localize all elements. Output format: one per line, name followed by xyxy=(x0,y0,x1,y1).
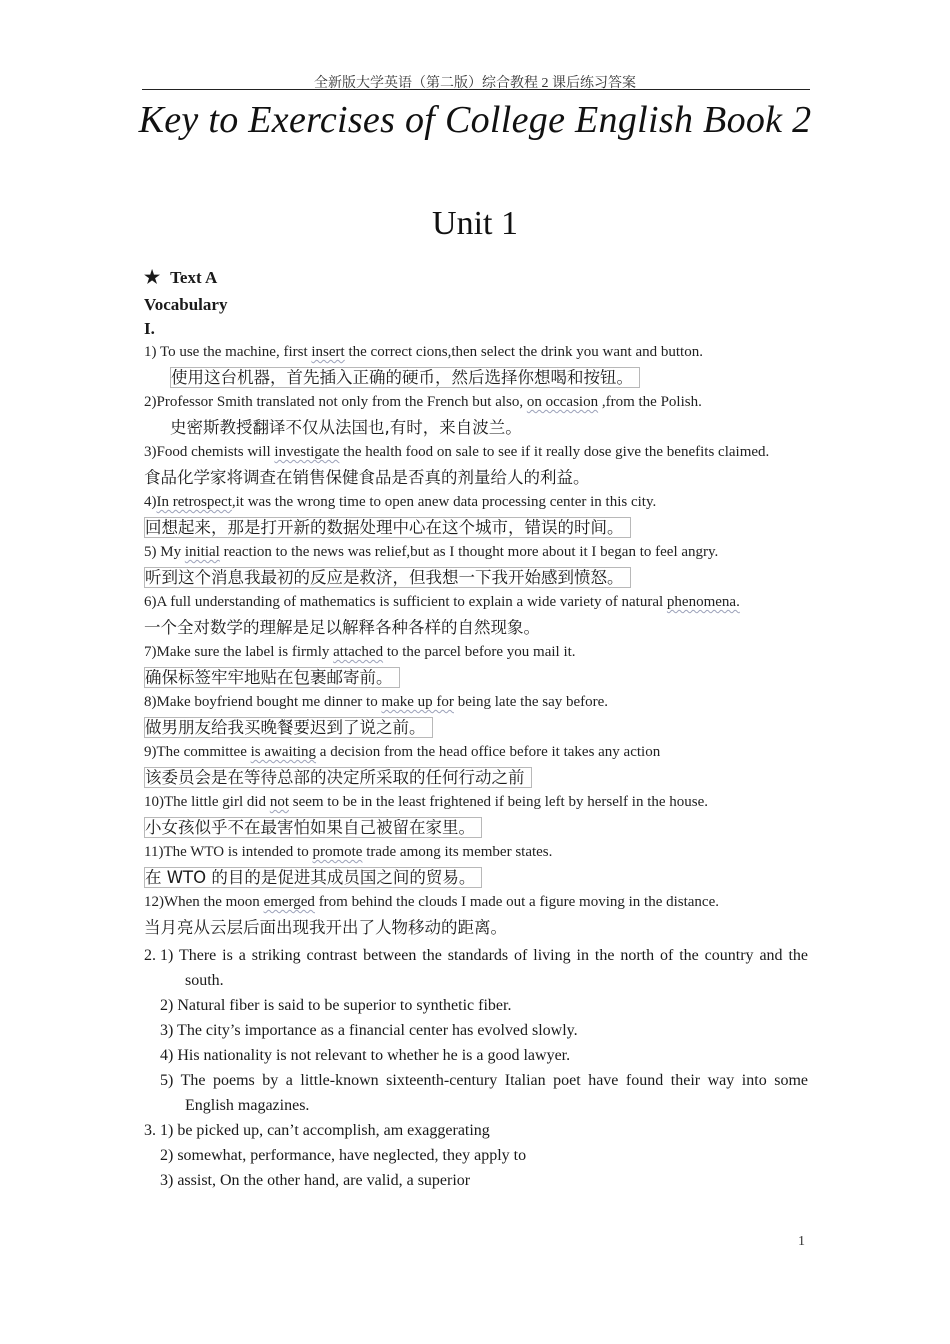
running-header: 全新版大学英语（第二版）综合教程 2 课后练习答案 xyxy=(314,76,636,91)
keyword: not xyxy=(269,794,289,810)
sentence-text: seem to be in the least frightened if being left by herself in the house. xyxy=(288,794,709,810)
keyword: make up for xyxy=(381,694,454,710)
sentence-text: the health food on sale to see if it really dose give the benefits claimed. xyxy=(339,444,770,460)
item-sentence xyxy=(144,640,808,665)
item-translation xyxy=(144,665,808,690)
item-translation xyxy=(144,415,808,440)
keyword: In retrospect xyxy=(156,494,232,510)
translation-text: 回想起来，那是打开新的数据处理中心在这个城市，错误的时间。 xyxy=(144,517,631,538)
item-sentence xyxy=(144,690,808,715)
item-translation xyxy=(144,815,808,840)
document-title: Key to Exercises of College English Book 2 xyxy=(138,99,812,141)
item-sentence xyxy=(144,890,808,915)
answer-line xyxy=(144,1118,808,1143)
sentence-text: a decision from the head office before it takes any action xyxy=(316,744,661,760)
answer-text: 3) The city’s importance as a financial center has evolved slowly. xyxy=(160,1022,578,1039)
item-translation xyxy=(144,465,808,490)
sentence-text: ,it was the wrong time to open anew data processing center in this city. xyxy=(231,494,657,510)
section-heading xyxy=(144,264,808,291)
sentence-text: trade among its member states. xyxy=(362,844,553,860)
keyword: emerged xyxy=(263,894,315,910)
exercise-number: 3. xyxy=(144,1122,160,1139)
answer-line xyxy=(144,1043,808,1068)
translation-text: 小女孩似乎不在最害怕如果自己被留在家里。 xyxy=(144,817,482,838)
translation-text: 食品化学家将调查在销售保健食品是否真的剂量给人的利益。 xyxy=(144,468,590,487)
item-sentence xyxy=(144,590,808,615)
translation-text: 做男朋友给我买晚餐要迟到了说之前。 xyxy=(144,717,433,738)
item-sentence xyxy=(144,790,808,815)
answer-text: 2) somewhat, performance, have neglected, they apply to xyxy=(160,1147,527,1164)
page-number: 1 xyxy=(798,1234,805,1249)
answer-line xyxy=(144,993,808,1018)
item-sentence xyxy=(144,540,808,565)
keyword: investigate xyxy=(274,444,340,460)
star-icon: ★ xyxy=(144,267,161,287)
exercise-2 xyxy=(144,943,808,1118)
sentence-text: 10)The little girl did xyxy=(144,794,270,810)
translation-text: 一个全对数学的理解是足以解释各种各样的自然现象。 xyxy=(144,618,540,637)
section-label: Text A xyxy=(170,268,218,287)
answer-text: 2) Natural fiber is said to be superior to synthetic fiber. xyxy=(160,997,512,1014)
answer-text: 1) There is a striking contrast between the standards of living in the north of the country and the south. xyxy=(160,947,808,989)
sentence-text: 1) To use the machine, first xyxy=(144,344,312,360)
item-sentence xyxy=(144,740,808,765)
sentence-text: 12)When the moon xyxy=(144,894,264,910)
translation-text: 确保标签牢牢地贴在包裹邮寄前。 xyxy=(144,667,400,688)
answer-text: 5) The poems by a little-known sixteenth-century Italian poet have found their way into some English magazines. xyxy=(160,1072,808,1114)
header-rule xyxy=(142,89,810,90)
item-translation xyxy=(144,565,808,590)
sentence-text: 9)The committee xyxy=(144,744,251,760)
answer-text: 1) be picked up, can’t accomplish, am exaggerating xyxy=(160,1122,490,1139)
keyword: promote xyxy=(312,844,363,860)
keyword: initial xyxy=(184,544,220,560)
sentence-text: 7)Make sure the label is firmly xyxy=(144,644,334,660)
keyword: is awaiting xyxy=(250,744,317,760)
keyword: on occasion xyxy=(526,394,599,410)
item-sentence xyxy=(144,340,808,365)
answer-line xyxy=(144,1143,808,1168)
part-heading: I. xyxy=(144,319,155,338)
exercise-3 xyxy=(144,1118,808,1193)
sentence-text: 2)Professor Smith translated not only from the French but also, xyxy=(144,394,527,410)
sentence-text: 4) xyxy=(144,494,157,510)
item-sentence xyxy=(144,390,808,415)
answer-line xyxy=(144,1068,808,1118)
item-translation xyxy=(144,715,808,740)
item-translation xyxy=(144,515,808,540)
translation-text: 使用这台机器，首先插入正确的硬币，然后选择你想喝和按钮。 xyxy=(170,367,640,388)
translation-text: 该委员会是在等待总部的决定所采取的任何行动之前 xyxy=(144,767,532,788)
item-translation xyxy=(144,615,808,640)
answer-line xyxy=(144,1168,808,1193)
sentence-text: 6)A full understanding of mathematics is sufficient to explain a wide variety of natural xyxy=(144,594,667,610)
sentence-text: 8)Make boyfriend bought me dinner to xyxy=(144,694,382,710)
subsection-heading: Vocabulary xyxy=(144,295,228,314)
item-sentence xyxy=(144,490,808,515)
keyword: attached xyxy=(333,644,384,660)
translation-text: 史密斯教授翻译不仅从法国也,有时，来自波兰。 xyxy=(170,418,522,437)
keyword: insert xyxy=(311,344,345,360)
sentence-text: 3)Food chemists will xyxy=(144,444,275,460)
keyword: phenomena. xyxy=(666,594,740,610)
answer-text: 4) His nationality is not relevant to whether he is a good lawyer. xyxy=(160,1047,571,1064)
sentence-text: reaction to the news was relief,but as I thought more about it I began to feel angry. xyxy=(219,544,719,560)
translation-text: 在 WTO 的目的是促进其成员国之间的贸易。 xyxy=(144,867,482,888)
sentence-text: being late the say before. xyxy=(453,694,609,710)
sentence-text: ,from the Polish. xyxy=(598,394,702,410)
item-translation xyxy=(144,915,808,940)
item-translation xyxy=(144,765,808,790)
sentence-text: 5) My xyxy=(144,544,185,560)
translation-text: 当月亮从云层后面出现我开出了人物移动的距离。 xyxy=(144,918,507,937)
sentence-text: from behind the clouds I made out a figure moving in the distance. xyxy=(314,894,719,910)
sentence-text: to the parcel before you mail it. xyxy=(383,644,576,660)
document-body xyxy=(144,264,808,1193)
unit-heading: Unit 1 xyxy=(432,205,518,242)
item-translation xyxy=(144,365,808,390)
answer-text: 3) assist, On the other hand, are valid, a superior xyxy=(160,1172,471,1189)
item-sentence xyxy=(144,840,808,865)
answer-line xyxy=(144,1018,808,1043)
exercise-number: 2. xyxy=(144,947,160,964)
item-sentence xyxy=(144,440,808,465)
sentence-text: 11)The WTO is intended to xyxy=(144,844,313,860)
sentence-text: the correct cions,then select the drink you want and button. xyxy=(344,344,703,360)
item-translation xyxy=(144,865,808,890)
vocabulary-items xyxy=(144,340,808,940)
translation-text: 听到这个消息我最初的反应是救济，但我想一下我开始感到愤怒。 xyxy=(144,567,631,588)
answer-line xyxy=(144,943,808,993)
